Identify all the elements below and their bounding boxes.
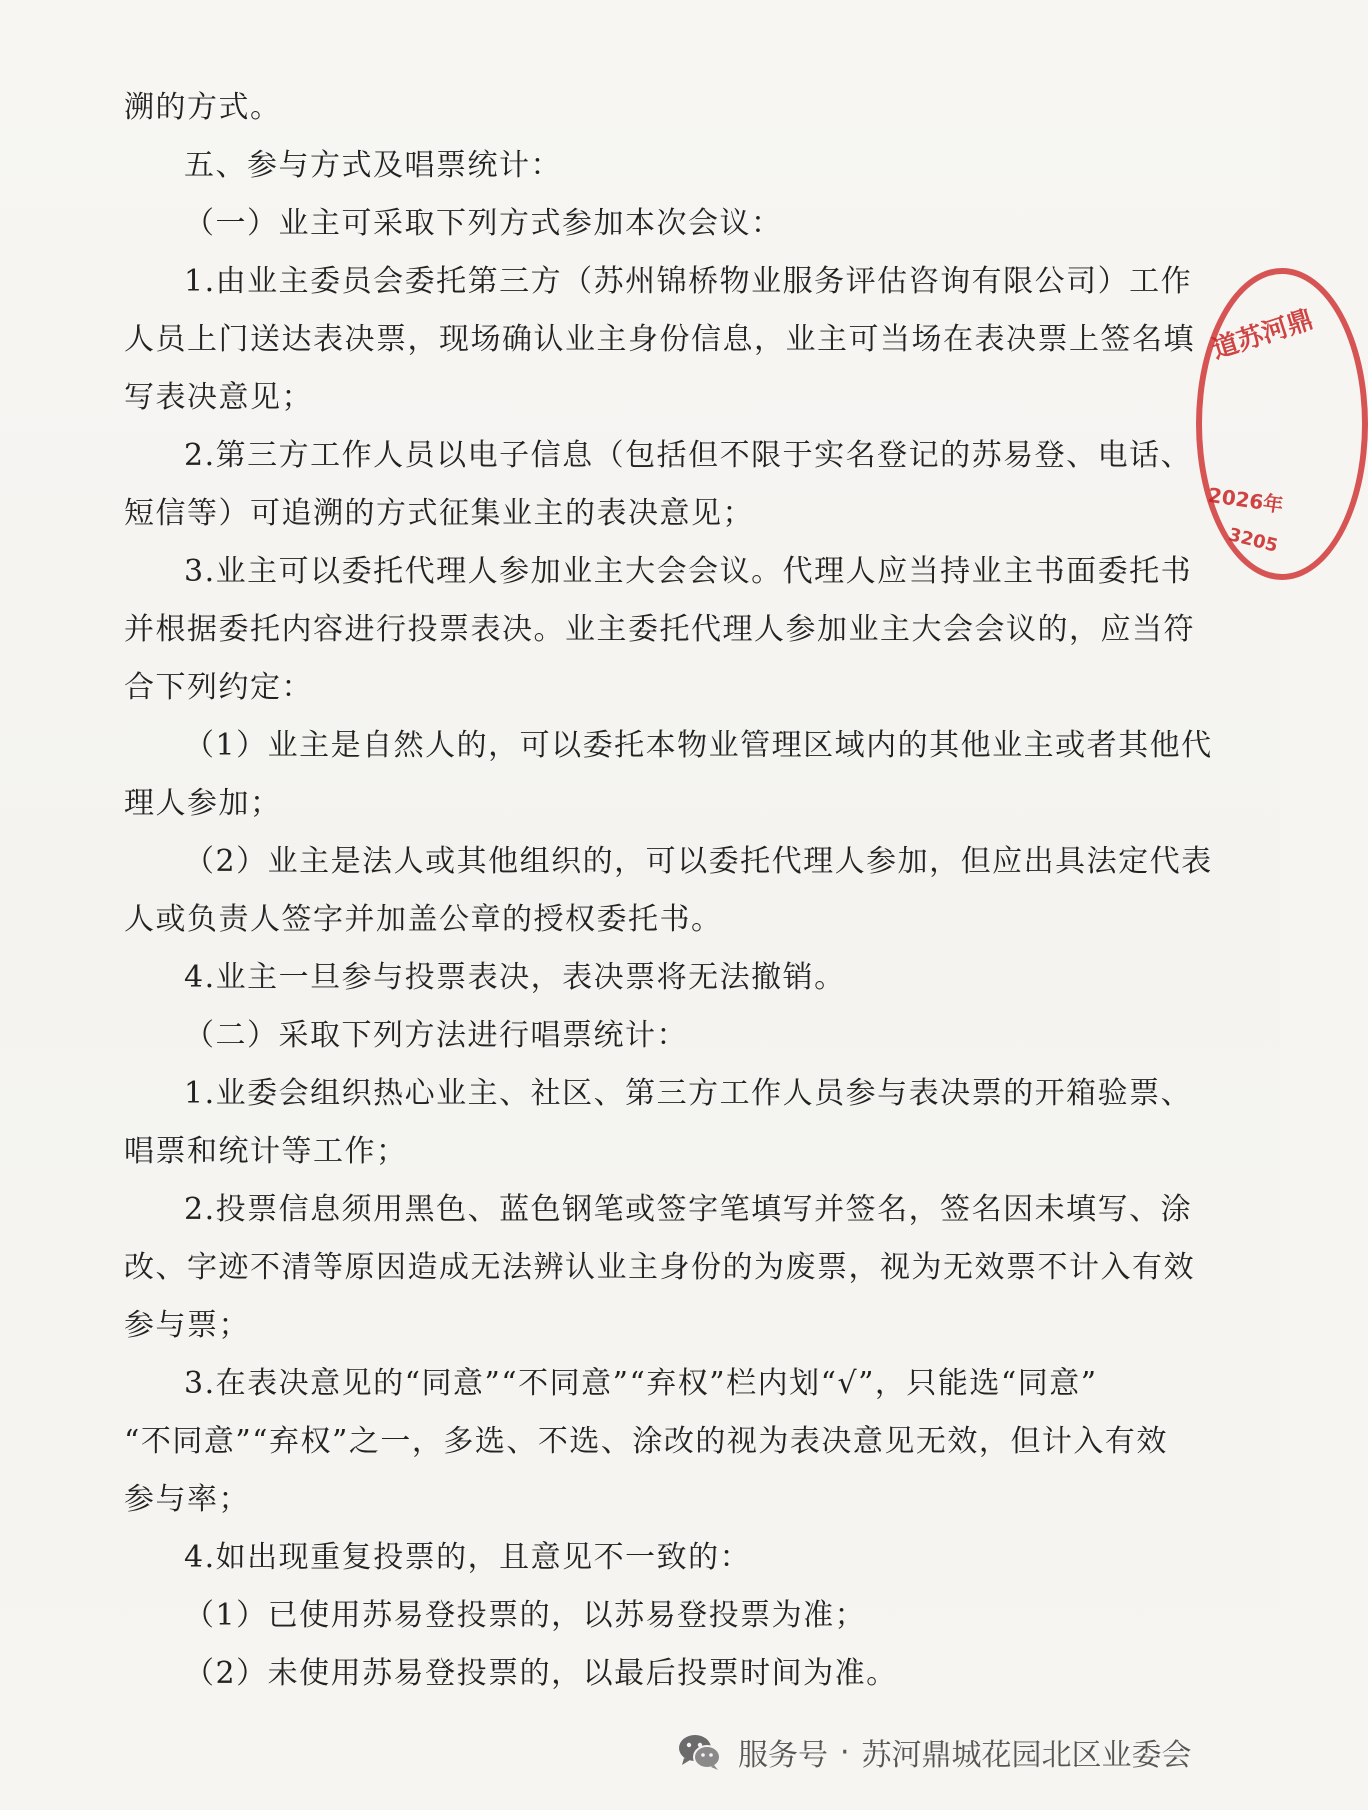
text-line: 1.业委会组织热心业主、社区、第三方工作人员参与表决票的开箱验票、 <box>184 1076 1193 1111</box>
text-line: 2.投票信息须用黑色、蓝色钢笔或签字笔填写并签名，签名因未填写、涂 <box>184 1192 1193 1227</box>
text-line: （2）业主是法人或其他组织的，可以委托代理人参加，但应出具法定代表 <box>184 844 1213 879</box>
text-line: 1.由业主委员会委托第三方（苏州锦桥物业服务评估咨询有限公司）工作 <box>184 264 1193 299</box>
text-line: “不同意”“弃权”之一，多选、不选、涂改的视为表决意见无效，但计入有效 <box>124 1424 1168 1459</box>
text-line: 并根据委托内容进行投票表决。业主委托代理人参加业主大会会议的，应当符 <box>124 612 1195 647</box>
text-line: （2）未使用苏易登投票的，以最后投票时间为准。 <box>184 1656 898 1691</box>
text-line: 参与票； <box>124 1308 250 1343</box>
account-footer <box>676 1730 1192 1774</box>
footer-account-name: 苏河鼎城花园北区业委会 <box>861 1738 1192 1773</box>
text-line: 唱票和统计等工作； <box>124 1134 408 1169</box>
text-line: 溯的方式。 <box>124 90 282 125</box>
text-line: 写表决意见； <box>124 380 313 415</box>
seal-date: 2026年 <box>1206 482 1285 518</box>
text-line: 短信等）可追溯的方式征集业主的表决意见； <box>124 496 754 531</box>
footer-label: 服务号 <box>738 1738 828 1773</box>
text-line: 合下列约定： <box>124 670 313 705</box>
seal-code: 3205 <box>1226 524 1280 557</box>
footer-separator: · <box>840 1734 850 1770</box>
text-line: 4.如出现重复投票的，且意见不一致的： <box>184 1540 752 1575</box>
text-line: （1）已使用苏易登投票的，以苏易登投票为准； <box>184 1598 867 1633</box>
text-line: 人员上门送达表决票，现场确认业主身份信息，业主可当场在表决票上签名填 <box>124 322 1195 357</box>
text-line: 2.第三方工作人员以电子信息（包括但不限于实名登记的苏易登、电话、 <box>184 438 1193 473</box>
official-seal <box>1196 268 1368 580</box>
section-heading: 五、参与方式及唱票统计： <box>184 148 562 183</box>
text-line: 人或负责人签字并加盖公章的授权委托书。 <box>124 902 723 937</box>
seal-text: 道苏河鼎 <box>1208 304 1317 366</box>
subsection-heading: （二）采取下列方法进行唱票统计： <box>184 1018 688 1053</box>
text-line: （1）业主是自然人的，可以委托本物业管理区域内的其他业主或者其他代 <box>184 728 1213 763</box>
text-line: 3.业主可以委托代理人参加业主大会会议。代理人应当持业主书面委托书 <box>184 554 1193 589</box>
text-line: 3.在表决意见的“同意”“不同意”“弃权”栏内划“√”，只能选“同意” <box>184 1366 1098 1401</box>
text-line: 理人参加； <box>124 786 282 821</box>
subsection-heading: （一）业主可采取下列方式参加本次会议： <box>184 206 783 241</box>
text-line: 改、字迹不清等原因造成无法辨认业主身份的为废票，视为无效票不计入有效 <box>124 1250 1195 1285</box>
text-line: 参与率； <box>124 1482 250 1517</box>
wechat-icon <box>676 1732 724 1772</box>
text-line: 4.业主一旦参与投票表决，表决票将无法撤销。 <box>184 960 846 995</box>
